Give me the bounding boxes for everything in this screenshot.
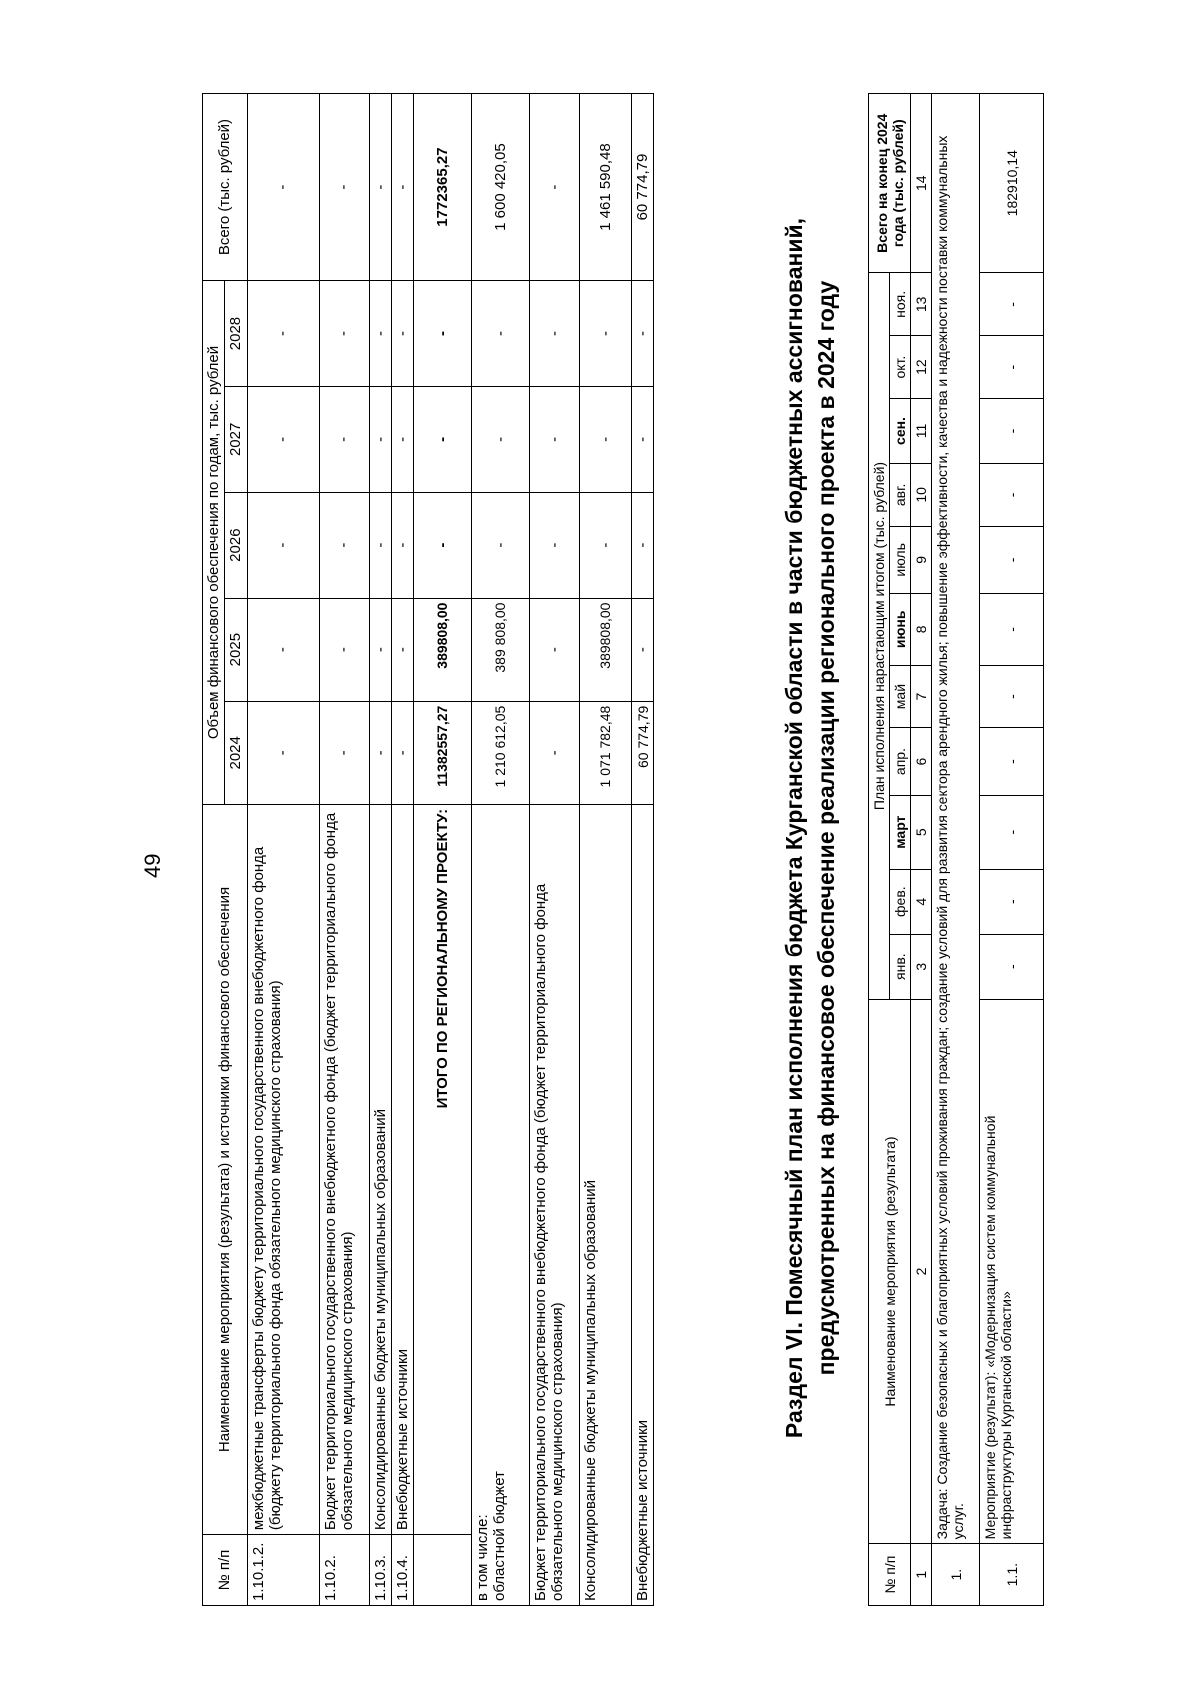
row-num: 1.1. [980,1544,1044,1606]
row-num-empty [414,1535,472,1606]
month-header: сен. [890,399,911,464]
cell-total: - [369,94,391,281]
cell-value: - [530,598,580,701]
col-header-name: Наименование мероприятия (результата) [869,999,911,1544]
breakdown-name: Консолидированные бюджеты муниципальных образований [580,804,632,1605]
itogo-value: - [414,492,472,598]
col-header-volume: Объем финансового обеспечения по годам, тыс. рублей [203,281,225,805]
month-header: ноя. [890,273,911,336]
row-name: Консолидированные бюджеты муниципальных образований [369,804,391,1534]
itogo-value: 11382557,27 [414,701,472,804]
cell-value: 389 808,00 [472,598,530,701]
cell-total: - [530,94,580,281]
col-number: 1 [911,1544,932,1606]
cell-value: - [247,492,319,598]
page-number: 49 [140,853,165,878]
col-number: 9 [911,526,932,593]
task-text: Задача: Создание безопасных и благоприятных условий проживания граждан; создание условий для развития сектора арендного жилья; повышение эффективности, качества и надежности поставки коммунальных услуг. [932,94,980,1544]
year-header: 2027 [225,386,247,492]
section-title-line1: Раздел VI. Помесячный план исполнения бюджета Курганской области в части бюджетных ассигнований, [781,217,807,1439]
cell-value: 1 210 612,05 [472,701,530,804]
col-header-total: Всего (тыс. рублей) [203,94,248,281]
col-number: 2 [911,999,932,1544]
col-number: 4 [911,869,932,934]
col-number: 7 [911,665,932,728]
cell-value: - [369,386,391,492]
month-header: окт. [890,336,911,399]
year-header: 2024 [225,701,247,804]
cell-value: - [319,598,369,701]
cell-value: - [632,598,654,701]
cell-total: 1 600 420,05 [472,94,530,281]
cell-value: - [391,281,413,387]
cell-value: - [319,386,369,492]
cell-value: - [580,492,632,598]
task-row [932,94,980,1606]
cell-value: - [980,399,1044,464]
cell-value: - [369,701,391,804]
col-header-num: № п/п [203,1535,248,1606]
total-row [414,94,472,1606]
row-num: 1.10.1.2. [247,1535,319,1606]
cell-value: - [530,701,580,804]
cell-total: - [319,94,369,281]
row-name: Внебюджетные источники [391,804,413,1534]
table-row [391,94,413,1606]
cell-total: 182910,14 [980,94,1044,273]
itogo-total: 1772365,27 [414,94,472,281]
task-num: 1. [932,1544,980,1606]
month-header: фев. [890,869,911,934]
monthly-plan-table [868,93,1044,1606]
row-name: Бюджет территориального государственного внебюджетного фонда (бюджет территориального фонда обязательного медицинского страхования) [319,804,369,1534]
cell-value: - [319,701,369,804]
col-header-num: № п/п [869,1544,911,1606]
col-number: 6 [911,728,932,795]
table-row [319,94,369,1606]
cell-value: - [632,386,654,492]
itogo-value: - [414,281,472,387]
cell-value: - [980,273,1044,336]
cell-value: - [980,336,1044,399]
table-row [369,94,391,1606]
cell-value: - [391,701,413,804]
cell-value: - [369,281,391,387]
row-name: Мероприятие (результат): «Модернизация систем коммунальной инфраструктуры Курганской области» [980,999,1044,1544]
col-number: 12 [911,336,932,399]
table-row [980,94,1044,1606]
col-number: 13 [911,273,932,336]
cell-value: - [980,869,1044,934]
cell-value: - [580,281,632,387]
breakdown-row [580,94,632,1606]
cell-value: - [319,281,369,387]
col-number: 3 [911,934,932,999]
cell-value: - [369,492,391,598]
col-number: 10 [911,464,932,527]
row-name: межбюджетные трансферты бюджету территориального государственного внебюджетного фонда (бюджету территориального фонда обязательного медицинского страхования) [247,804,319,1534]
month-header: июнь [890,593,911,665]
col-header-plan: План исполнения нарастающим итогом (тыс. рублей) [869,273,890,999]
col-number: 11 [911,399,932,464]
cell-value: - [247,386,319,492]
year-header: 2025 [225,598,247,701]
month-header: янв. [890,934,911,999]
cell-value: - [369,598,391,701]
section-title [778,138,842,1518]
breakdown-name: Бюджет территориального государственного внебюджетного фонда (бюджет территориального фонда обязательного медицинского страхования) [530,804,580,1605]
breakdown-name: в том числе: областной бюджет [472,804,530,1605]
cell-value: - [391,386,413,492]
cell-value: - [632,492,654,598]
col-number: 8 [911,593,932,665]
cell-value: - [391,598,413,701]
month-header: май [890,665,911,728]
cell-total: - [247,94,319,281]
cell-value: - [472,386,530,492]
column-number-row [911,94,932,1606]
month-header: март [890,795,911,869]
cell-value: - [980,728,1044,795]
col-header-name: Наименование мероприятия (результата) и источники финансового обеспечения [203,804,248,1534]
year-header: 2028 [225,281,247,387]
cell-value: - [530,386,580,492]
financing-table [202,93,654,1606]
cell-value: - [980,593,1044,665]
row-num: 1.10.4. [391,1535,413,1606]
month-header: июль [890,526,911,593]
row-num: 1.10.2. [319,1535,369,1606]
year-header: 2026 [225,492,247,598]
cell-total: - [391,94,413,281]
cell-value: - [530,492,580,598]
cell-value: - [391,492,413,598]
cell-value: 60 774,79 [632,701,654,804]
itogo-label: ИТОГО ПО РЕГИОНАЛЬНОМУ ПРОЕКТУ: [414,804,472,1534]
cell-value: - [980,795,1044,869]
col-header-total: Всего на конец 2024 года (тыс. рублей) [869,94,911,273]
cell-value: - [980,934,1044,999]
col-number: 5 [911,795,932,869]
cell-value: - [472,281,530,387]
row-num: 1.10.3. [369,1535,391,1606]
breakdown-name: Внебюджетные источники [632,804,654,1605]
cell-value: - [632,281,654,387]
cell-value: - [247,701,319,804]
table-row [247,94,319,1606]
cell-value: 1 071 782,48 [580,701,632,804]
breakdown-row [530,94,580,1606]
cell-value: - [980,526,1044,593]
cell-value: - [980,464,1044,527]
cell-value: - [247,281,319,387]
cell-value: - [980,665,1044,728]
breakdown-row [472,94,530,1606]
itogo-value: - [414,386,472,492]
month-header: авг. [890,464,911,527]
cell-total: 1 461 590,48 [580,94,632,281]
cell-total: 60 774,79 [632,94,654,281]
cell-value: - [472,492,530,598]
cell-value: - [247,598,319,701]
cell-value: - [580,386,632,492]
itogo-value: 389808,00 [414,598,472,701]
col-number: 14 [911,94,932,273]
month-header: апр. [890,728,911,795]
cell-value: - [530,281,580,387]
cell-value: 389808,00 [580,598,632,701]
cell-value: - [319,492,369,598]
section-title-line2: предусмотренных на финансовое обеспечение реализации регионального проекта в 2024 году [813,280,840,1376]
breakdown-row [632,94,654,1606]
